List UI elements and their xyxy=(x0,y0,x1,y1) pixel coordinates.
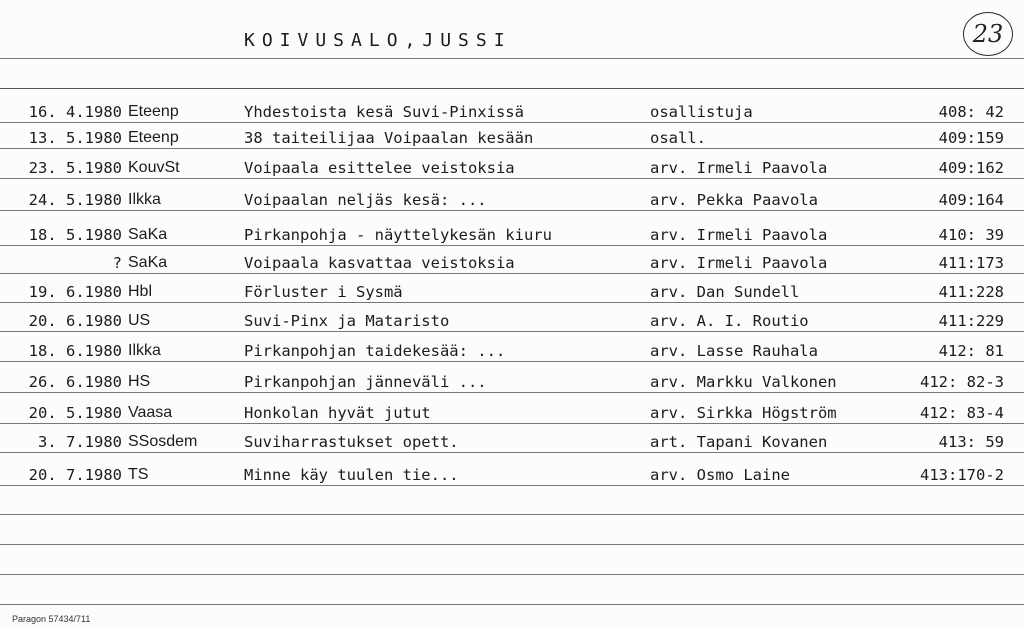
entry-ref: 410: 39 xyxy=(938,226,1004,244)
entry-source: Eteenp xyxy=(128,103,179,120)
entry-ref: 411:229 xyxy=(938,312,1004,330)
entry-title: Voipaala kasvattaa veistoksia xyxy=(244,254,515,272)
entry-author: arv. Lasse Rauhala xyxy=(650,342,818,360)
entry-title: Pirkanpohjan taidekesää: ... xyxy=(244,342,506,360)
entry-ref: 412: 83-4 xyxy=(920,404,1004,422)
entry-date: 18. 6.1980 xyxy=(28,342,122,360)
entry-title: 38 taiteilijaa Voipaalan kesään xyxy=(244,129,534,147)
entry-ref: 409:164 xyxy=(938,191,1004,209)
rule-line xyxy=(0,514,1024,515)
entry-ref: 411:228 xyxy=(938,283,1004,301)
entry-title: Voipaala esittelee veistoksia xyxy=(244,159,515,177)
entry-author: arv. Osmo Laine xyxy=(650,466,790,484)
entry-title: Förluster i Sysmä xyxy=(244,283,403,301)
entry-author: arv. Irmeli Paavola xyxy=(650,159,828,177)
entry-date: ? xyxy=(112,254,122,272)
entry-source: HS xyxy=(128,373,151,390)
entry-source: Eteenp xyxy=(128,129,179,146)
card-number-circle: 23 xyxy=(963,12,1013,56)
entry-source: Ilkka xyxy=(128,342,161,359)
rule-line xyxy=(0,544,1024,545)
entry-source: SSosdem xyxy=(128,433,198,450)
rule-line xyxy=(0,245,1024,246)
entry-author: arv. Markku Valkonen xyxy=(650,373,837,391)
entry-source: Vaasa xyxy=(128,404,173,421)
entry-author: arv. Dan Sundell xyxy=(650,283,800,301)
entry-title: Pirkanpohjan jänneväli ... xyxy=(244,373,487,391)
entry-source: TS xyxy=(128,466,149,483)
rule-line xyxy=(0,485,1024,486)
entry-date: 18. 5.1980 xyxy=(28,226,122,244)
entry-date: 23. 5.1980 xyxy=(28,159,122,177)
entry-title: Honkolan hyvät jutut xyxy=(244,404,431,422)
entry-author: arv. A. I. Routio xyxy=(650,312,809,330)
rule-line xyxy=(0,423,1024,424)
entry-date: 16. 4.1980 xyxy=(28,103,122,121)
entry-date: 26. 6.1980 xyxy=(28,373,122,391)
entry-author: arv. Sirkka Högström xyxy=(650,404,837,422)
entry-date: 19. 6.1980 xyxy=(28,283,122,301)
entry-ref: 412: 81 xyxy=(938,342,1004,360)
entry-ref: 412: 82-3 xyxy=(920,373,1004,391)
entry-source: SaKa xyxy=(128,254,168,271)
entry-date: 20. 7.1980 xyxy=(28,466,122,484)
entry-date: 3. 7.1980 xyxy=(38,433,122,451)
entry-ref: 411:173 xyxy=(938,254,1004,272)
rule-line xyxy=(0,361,1024,362)
entry-date: 20. 6.1980 xyxy=(28,312,122,330)
rule-line xyxy=(0,302,1024,303)
rule-line xyxy=(0,392,1024,393)
entry-ref: 409:162 xyxy=(938,159,1004,177)
rule-line xyxy=(0,452,1024,453)
entry-source: Hbl xyxy=(128,283,153,300)
entry-author: arv. Irmeli Paavola xyxy=(650,226,828,244)
entry-date: 13. 5.1980 xyxy=(28,129,122,147)
entry-title: Suvi-Pinx ja Mataristo xyxy=(244,312,450,330)
entry-author: osall. xyxy=(650,129,706,147)
entry-source: US xyxy=(128,312,151,329)
entry-author: arv. Pekka Paavola xyxy=(650,191,818,209)
rule-line xyxy=(0,178,1024,179)
rule-line xyxy=(0,604,1024,605)
entry-date: 24. 5.1980 xyxy=(28,191,122,209)
entry-date: 20. 5.1980 xyxy=(28,404,122,422)
rule-line xyxy=(0,58,1024,59)
rule-line xyxy=(0,574,1024,575)
entry-author: art. Tapani Kovanen xyxy=(650,433,828,451)
entry-ref: 409:159 xyxy=(938,129,1004,147)
entry-ref: 408: 42 xyxy=(938,103,1004,121)
entry-author: osallistuja xyxy=(650,103,753,121)
entry-ref: 413: 59 xyxy=(938,433,1004,451)
rule-line xyxy=(0,210,1024,211)
entry-author: arv. Irmeli Paavola xyxy=(650,254,828,272)
printer-imprint: Paragon 57434/711 xyxy=(12,614,91,624)
entry-ref: 413:170-2 xyxy=(920,466,1004,484)
rule-line xyxy=(0,122,1024,123)
rule-line xyxy=(0,148,1024,149)
entry-title: Suviharrastukset opett. xyxy=(244,433,459,451)
rule-line xyxy=(0,88,1024,89)
entry-title: Minne käy tuulen tie... xyxy=(244,466,459,484)
entry-title: Voipaalan neljäs kesä: ... xyxy=(244,191,487,209)
card-title: KOIVUSALO,JUSSI xyxy=(244,30,512,51)
rule-line xyxy=(0,331,1024,332)
entry-source: Ilkka xyxy=(128,191,161,208)
entry-title: Yhdestoista kesä Suvi-Pinxissä xyxy=(244,103,524,121)
entry-title: Pirkanpohja - näyttelykesän kiuru xyxy=(244,226,552,244)
entry-source: SaKa xyxy=(128,226,168,243)
entry-source: KouvSt xyxy=(128,159,180,176)
rule-line xyxy=(0,273,1024,274)
